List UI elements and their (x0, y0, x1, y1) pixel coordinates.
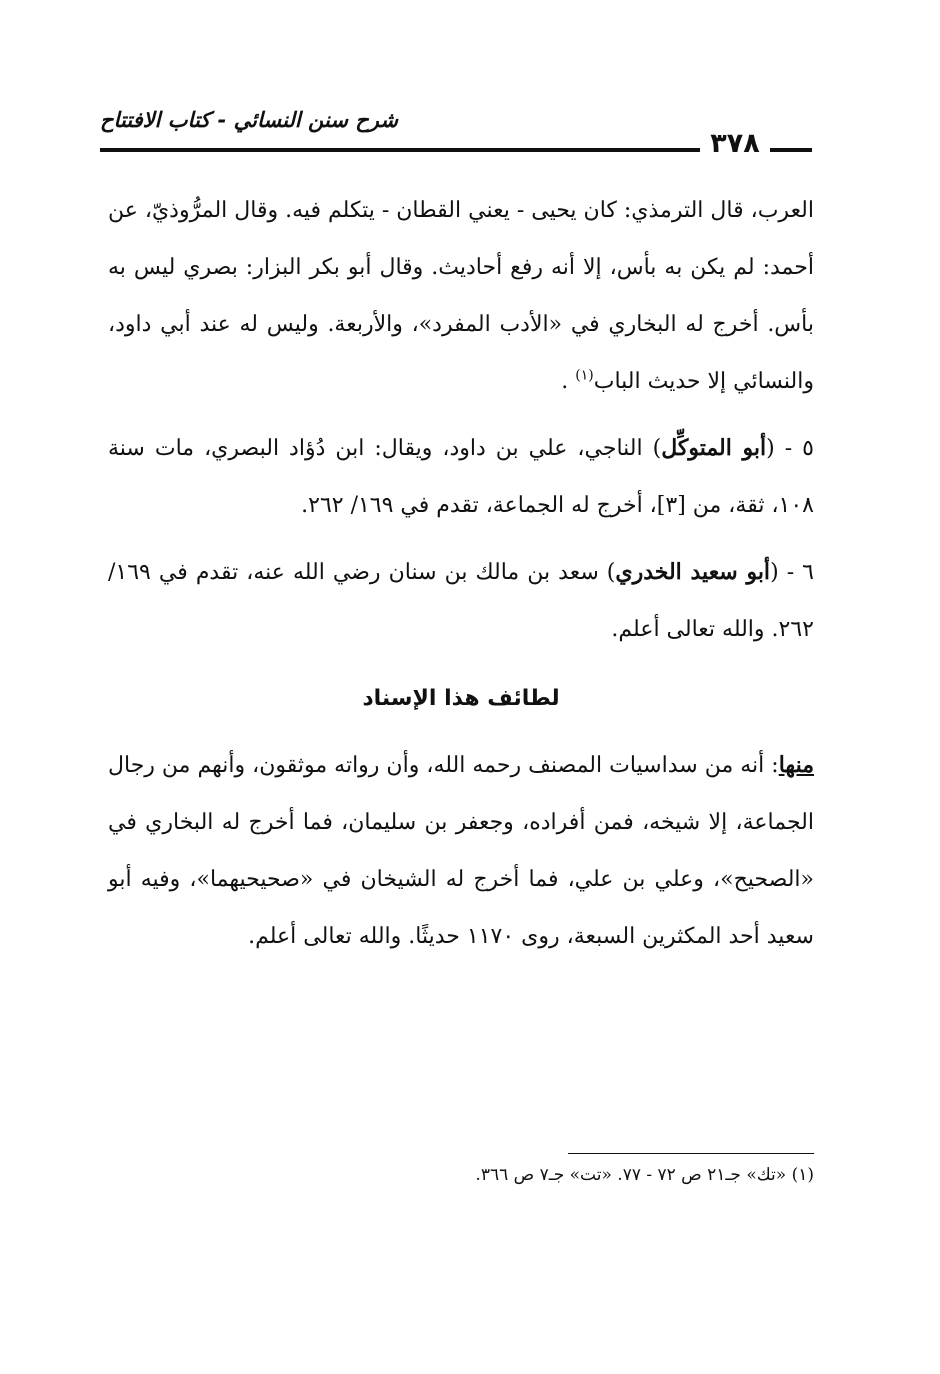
paragraph-text: ) الناجي، علي بن داود، ويقال: ابن دُؤاد البصري، مات سنة ١٠٨، ثقة، من [٣]، أخرج له الجماعة، تقدم في ١٦٩/ ٢٦٢. (108, 436, 814, 518)
paragraph-lataif (108, 737, 814, 965)
section-heading: لطائف هذا الإسناد (362, 686, 560, 711)
paragraph-text: : أنه من سداسيات المصنف رحمه الله، وأن رواته موثقون، وأنهم من رجال الجماعة، إلا شيخه، فمن أفراده، وجعفر بن سليمان، فما أخرج له البخاري في «الصحيح»، وعلي بن علي، فما أخرج له الشيخان في «صحيحيهما»، وفيه أبو سعيد أحد المكثرين السبعة، روى ١١٧٠ حديثًا. والله تعالى أعلم. (108, 753, 814, 949)
running-header-title: شرح سنن النسائي - كتاب الافتتاح (100, 108, 398, 132)
main-text (108, 182, 814, 965)
paragraph-end: . (561, 369, 576, 394)
header-rule-right (770, 148, 812, 152)
footnote: (١) «تك» جـ٢١ ص ٧٢ - ٧٧. «تت» جـ٧ ص ٣٦٦. (475, 1165, 814, 1185)
header-rule-left (100, 148, 700, 152)
footnote-marker: (١) (575, 367, 594, 384)
item-prefix: ٦ - ( (770, 560, 814, 585)
paragraph-text: العرب، قال الترمذي: كان يحيى - يعني القطان - يتكلم فيه. وقال المرُّوذيّ، عن أحمد: لم يكن به بأس، إلا أنه رفع أحاديث. وقال أبو بكر البزار: بصري ليس به بأس. أخرج له البخاري في «الأدب المفرد»، والأربعة. وليس له عند أبي داود، والنسائي إلا حديث الباب (107, 198, 814, 394)
item-prefix: ٥ - ( (766, 436, 814, 461)
narrator-name: أبو سعيد الخدري (615, 559, 771, 585)
page-number: ٣٧٨ (710, 128, 760, 159)
paragraph-narrator-6 (108, 544, 814, 658)
paragraph-narrator-4-continued (108, 182, 814, 410)
paragraph-narrator-5 (108, 420, 814, 534)
footnote-rule (568, 1153, 814, 1154)
narrator-name: أبو المتوكِّل (661, 435, 767, 461)
lead-word: منها (778, 752, 814, 778)
paragraph-text: ) سعد بن مالك بن سنان رضي الله عنه، تقدم في ١٦٩/ ٢٦٢. والله تعالى أعلم. (108, 560, 814, 642)
